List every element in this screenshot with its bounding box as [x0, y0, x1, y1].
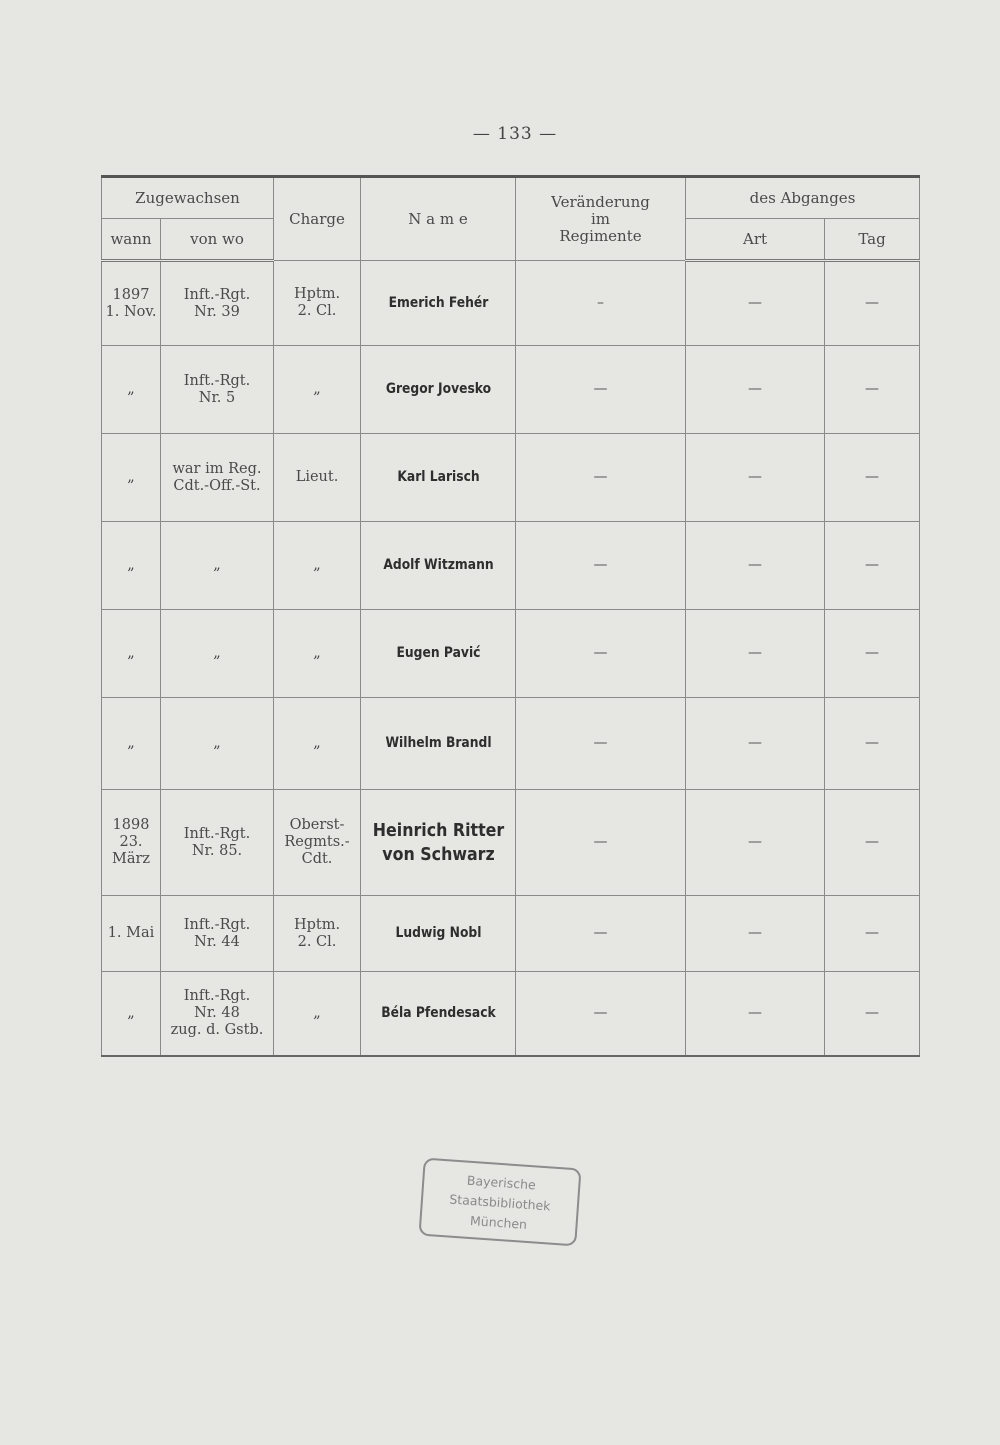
stamp-line-2: Staatsbibliothek: [448, 1191, 551, 1214]
table-row: [102, 896, 920, 972]
cell-art: —: [686, 346, 825, 434]
cell-name: Béla Pfendesack: [370, 972, 506, 1056]
cell-art: —: [686, 972, 825, 1056]
cell-von-wo: Inft.-Rgt. Nr. 39: [161, 261, 274, 346]
table-row: [102, 972, 920, 1056]
table-row: [102, 434, 920, 522]
cell-art: —: [686, 698, 825, 790]
table-row: [102, 522, 920, 610]
cell-wann: 1. Mai: [102, 896, 161, 972]
header-des-abganges: des Abganges: [686, 177, 920, 219]
header-tag: Tag: [825, 219, 920, 261]
cell-tag: —: [825, 698, 920, 790]
cell-tag: —: [825, 896, 920, 972]
cell-von-wo: war im Reg. Cdt.-Off.-St.: [161, 434, 274, 522]
cell-wann: 1897 1. Nov.: [102, 261, 161, 346]
cell-tag: —: [825, 434, 920, 522]
cell-wann: „: [102, 610, 161, 698]
cell-charge: Hptm. 2. Cl.: [274, 261, 361, 346]
table-row: [102, 261, 920, 346]
stamp-line-1: Bayerische: [466, 1172, 537, 1193]
cell-art: —: [686, 434, 825, 522]
cell-charge: „: [274, 972, 361, 1056]
cell-art: —: [686, 522, 825, 610]
cell-name: Karl Larisch: [370, 434, 506, 522]
cell-name: Emerich Fehér: [370, 261, 506, 346]
cell-charge: „: [274, 698, 361, 790]
cell-charge: „: [274, 346, 361, 434]
header-charge: Charge: [274, 177, 361, 261]
cell-charge: Hptm. 2. Cl.: [274, 896, 361, 972]
cell-tag: —: [825, 610, 920, 698]
header-von-wo: von wo: [161, 219, 274, 261]
cell-von-wo: „: [161, 610, 274, 698]
cell-art: —: [686, 896, 825, 972]
cell-veraenderung: —: [516, 972, 686, 1056]
cell-veraenderung: —: [516, 434, 686, 522]
cell-veraenderung: —: [516, 698, 686, 790]
cell-charge: Lieut.: [274, 434, 361, 522]
header-zugewachsen: Zugewachsen: [102, 177, 274, 219]
cell-name: Adolf Witzmann: [370, 522, 506, 610]
cell-name: Gregor Jovesko: [370, 346, 506, 434]
header-wann: wann: [102, 219, 161, 261]
cell-veraenderung: —: [516, 522, 686, 610]
cell-veraenderung: —: [516, 896, 686, 972]
header-name: N a m e: [361, 177, 516, 261]
cell-von-wo: Inft.-Rgt. Nr. 44: [161, 896, 274, 972]
personnel-table: [101, 175, 920, 1057]
cell-wann: „: [102, 698, 161, 790]
stamp-line-3: München: [469, 1212, 528, 1232]
cell-wann: 1898 23. März: [102, 790, 161, 896]
cell-tag: —: [825, 522, 920, 610]
cell-von-wo: „: [161, 698, 274, 790]
cell-veraenderung: —: [516, 790, 686, 896]
cell-veraenderung: —: [516, 610, 686, 698]
library-stamp: [418, 1158, 581, 1247]
cell-tag: —: [825, 972, 920, 1056]
table-row: [102, 610, 920, 698]
cell-tag: —: [825, 261, 920, 346]
cell-von-wo: Inft.-Rgt. Nr. 48 zug. d. Gstb.: [161, 972, 274, 1056]
cell-veraenderung: –: [516, 261, 686, 346]
cell-charge: Oberst- Regmts.- Cdt.: [274, 790, 361, 896]
cell-charge: „: [274, 522, 361, 610]
cell-wann: „: [102, 972, 161, 1056]
cell-tag: —: [825, 346, 920, 434]
table-row: [102, 790, 920, 896]
cell-von-wo: „: [161, 522, 274, 610]
header-veraenderung: Veränderung im Regimente: [516, 177, 686, 261]
cell-wann: „: [102, 522, 161, 610]
cell-tag: —: [825, 790, 920, 896]
header-art: Art: [686, 219, 825, 261]
table-row: [102, 346, 920, 434]
page-number: — 133 —: [472, 124, 558, 144]
cell-name: Heinrich Ritter von Schwarz: [370, 790, 506, 896]
cell-wann: „: [102, 346, 161, 434]
cell-art: —: [686, 790, 825, 896]
cell-veraenderung: —: [516, 346, 686, 434]
cell-von-wo: Inft.-Rgt. Nr. 85.: [161, 790, 274, 896]
cell-von-wo: Inft.-Rgt. Nr. 5: [161, 346, 274, 434]
cell-art: —: [686, 610, 825, 698]
cell-art: —: [686, 261, 825, 346]
cell-name: Eugen Pavić: [370, 610, 506, 698]
cell-wann: „: [102, 434, 161, 522]
cell-name: Wilhelm Brandl: [370, 698, 506, 790]
table-row: [102, 698, 920, 790]
cell-name: Ludwig Nobl: [370, 896, 506, 972]
cell-charge: „: [274, 610, 361, 698]
